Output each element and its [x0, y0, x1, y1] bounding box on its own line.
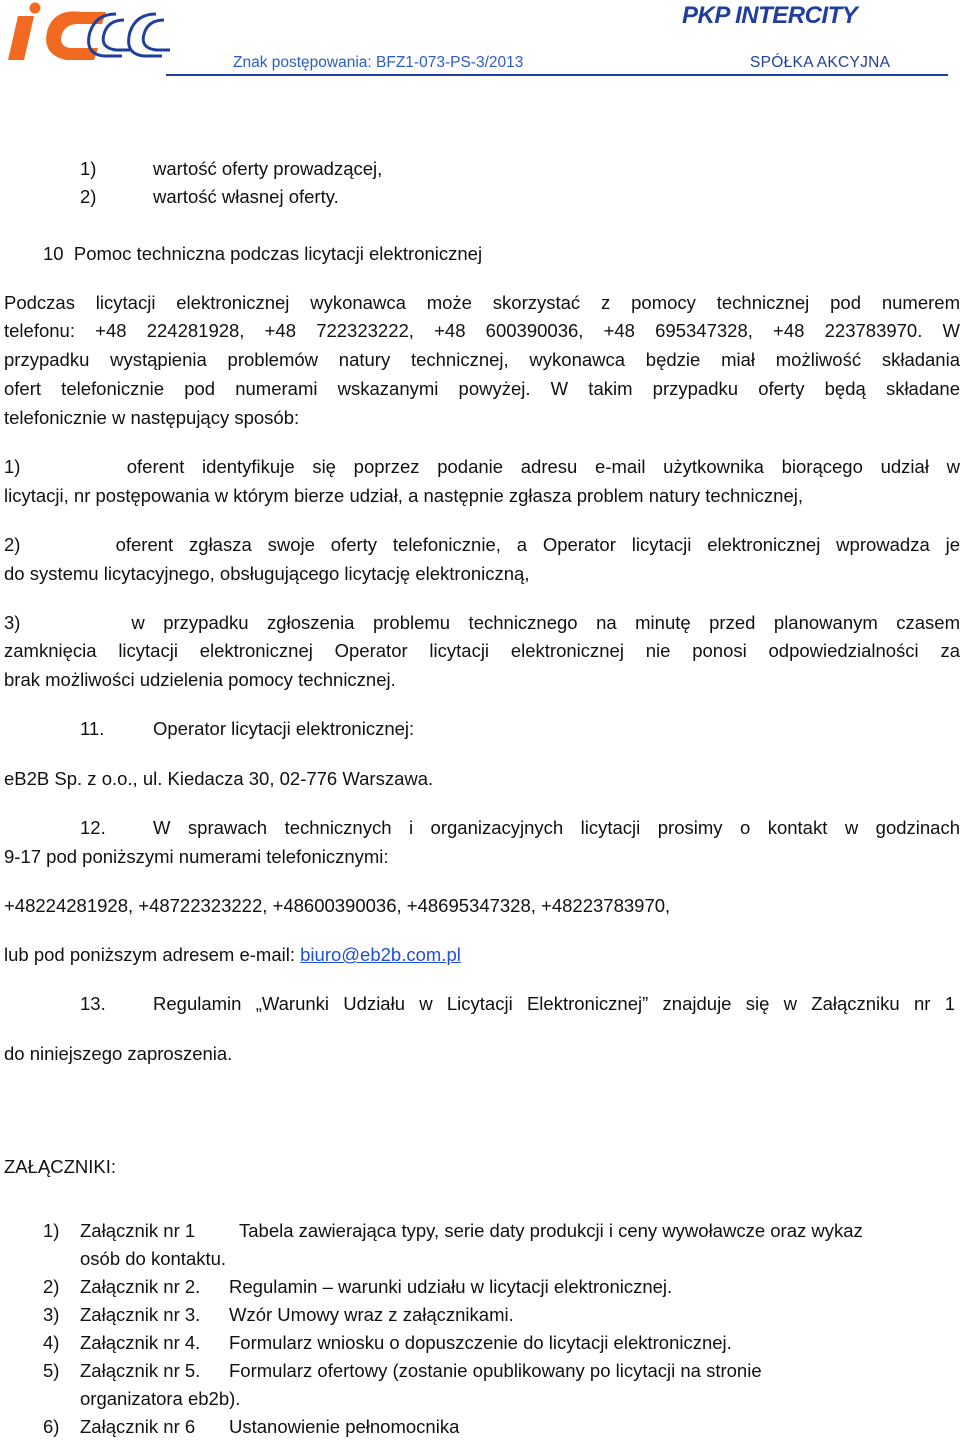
paragraph-line: 9-17 pod poniższymi numerami telefonicznymi:: [4, 846, 389, 867]
email-label: lub pod poniższym adresem e-mail:: [4, 944, 301, 965]
list-item: wartość własnej oferty.: [153, 186, 339, 207]
section-heading: 10 Pomoc techniczna podczas licytacji elektronicznej: [43, 243, 483, 264]
email-line: [4, 944, 461, 966]
paragraph-line: Regulamin „Warunki Udziału w Licytacji Elektronicznej” znajduje się w Załączniku nr 1: [153, 993, 955, 1014]
procedure-item-cont: brak możliwości udzielenia pomocy technicznej.: [4, 669, 396, 690]
attachment-desc-cont: organizatora eb2b).: [80, 1388, 241, 1409]
section-number: 12.: [80, 817, 106, 838]
procedure-item: 2) oferent zgłasza swoje oferty telefonicznie, a Operator licytacji elektronicznej wprowadza je: [4, 534, 960, 555]
phone-numbers: +48224281928, +48722323222, +48600390036, +48695347328, +48223783970,: [4, 895, 671, 916]
list-item-num: 1): [80, 158, 97, 179]
section-number: 13.: [80, 993, 106, 1014]
paragraph-line: telefonu: +48 224281928, +48 722323222, +48 600390036, +48 695347328, +48 223783970. W: [4, 320, 960, 341]
attachment-name: Załącznik nr 5.: [80, 1360, 201, 1381]
attachment-desc-cont: osób do kontaktu.: [80, 1248, 227, 1269]
attachments-heading: ZAŁĄCZNIKI:: [4, 1156, 117, 1177]
section-number: 11.: [80, 718, 105, 739]
attachment-num: 5): [43, 1360, 60, 1381]
attachment-desc: Formularz wniosku o dopuszczenie do licytacji elektronicznej.: [229, 1332, 732, 1353]
paragraph-line: telefonicznie w następujący sposób:: [4, 407, 300, 428]
attachment-num: 3): [43, 1304, 60, 1325]
paragraph-line: do niniejszego zaproszenia.: [4, 1043, 233, 1064]
intercity-logo: [4, 2, 172, 66]
attachment-name: Załącznik nr 6: [80, 1416, 196, 1437]
procedure-item-cont: zamknięcia licytacji elektronicznej Operator licytacji elektronicznej nie ponosi odpowiedzialności za: [4, 640, 960, 661]
attachment-name: Załącznik nr 2.: [80, 1276, 201, 1297]
attachment-desc: Tabela zawierająca typy, serie daty produkcji i ceny wywoławcze oraz wykaz: [239, 1220, 863, 1241]
attachment-desc: Wzór Umowy wraz z załącznikami.: [229, 1304, 514, 1325]
attachment-num: 2): [43, 1276, 60, 1297]
procedure-item: 3) w przypadku zgłoszenia problemu technicznego na minutę przed planowanym czasem: [4, 612, 960, 633]
list-item-num: 2): [80, 186, 97, 207]
list-item: wartość oferty prowadzącej,: [153, 158, 383, 179]
company-type: SPÓŁKA AKCYJNA: [750, 54, 891, 71]
paragraph-line: Podczas licytacji elektronicznej wykonawca może skorzystać z pomocy technicznej pod numerem: [4, 292, 960, 313]
section-title: Operator licytacji elektronicznej:: [153, 718, 415, 739]
attachment-num: 1): [43, 1220, 60, 1241]
procedure-item: 1) oferent identyfikuje się poprzez podanie adresu e-mail użytkownika biorącego udział w: [4, 456, 960, 477]
paragraph-line: przypadku wystąpienia problemów natury technicznej, wykonawca będzie miał możliwość składania: [4, 349, 960, 370]
attachment-desc: Ustanowienie pełnomocnika: [229, 1416, 460, 1437]
attachment-name: Załącznik nr 3.: [80, 1304, 201, 1325]
operator-address: eB2B Sp. z o.o., ul. Kiedacza 30, 02-776 Warszawa.: [4, 768, 434, 789]
brand-name: PKP INTERCITY: [682, 2, 858, 29]
email-link[interactable]: biuro@eb2b.com.pl: [300, 944, 461, 965]
attachment-name: Załącznik nr 4.: [80, 1332, 201, 1353]
attachment-desc: Formularz ofertowy (zostanie opublikowany po licytacji na stronie: [229, 1360, 762, 1381]
procedure-item-cont: licytacji, nr postępowania w którym bierze udział, a następnie zgłasza problem natury technicznej,: [4, 485, 803, 506]
attachment-name: Załącznik nr 1: [80, 1220, 196, 1241]
attachment-num: 4): [43, 1332, 60, 1353]
attachment-desc: Regulamin – warunki udziału w licytacji elektronicznej.: [229, 1276, 673, 1297]
paragraph-line: W sprawach technicznych i organizacyjnych licytacji prosimy o kontakt w godzinach: [153, 817, 960, 838]
procedure-item-cont: do systemu licytacyjnego, obsługującego licytację elektroniczną,: [4, 563, 530, 584]
header-divider: [166, 74, 948, 76]
attachment-num: 6): [43, 1416, 60, 1437]
paragraph-line: ofert telefonicznie pod numerami wskazanymi powyżej. W takim przypadku oferty będą składane: [4, 378, 960, 399]
reference-number: Znak postępowania: BFZ1-073-PS-3/2013: [233, 54, 524, 71]
